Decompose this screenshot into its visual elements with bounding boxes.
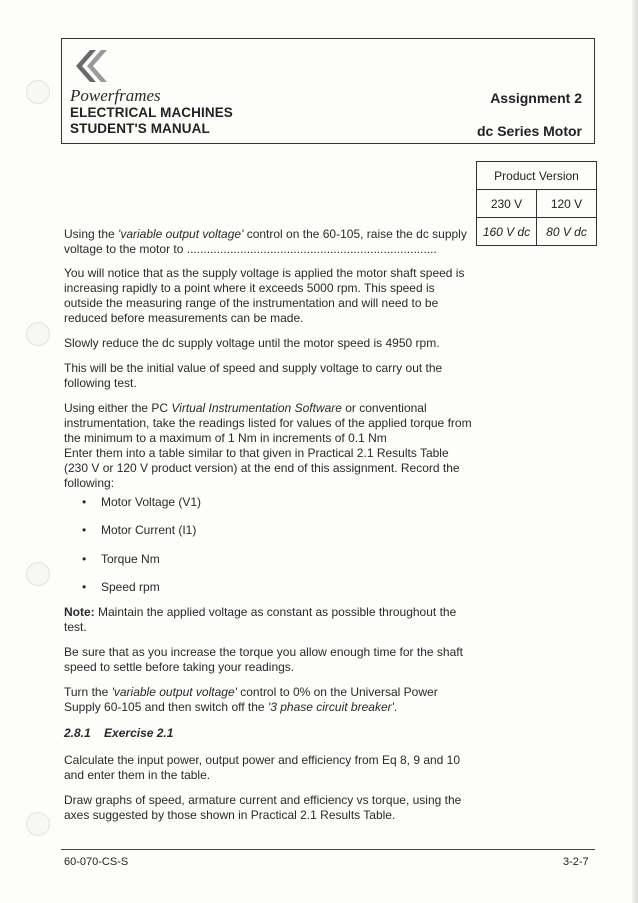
punch-hole — [26, 322, 50, 346]
product-version-table — [476, 161, 597, 246]
manual-title-line2: STUDENT'S MANUAL — [70, 121, 210, 136]
list-item: • Motor Current (I1) — [82, 523, 197, 537]
page-number: 3-2-7 — [563, 856, 589, 868]
note-paragraph: Note: Maintain the applied voltage as constant as possible throughout the test. — [64, 605, 457, 634]
list-item: • Speed rpm — [82, 580, 160, 594]
paragraph-speed-warning: You will notice that as the supply voltage is applied the motor shaft speed is increasing rapidly to a point where it exceeds 5000 rpm. This speed is outside the measuring range of the instrumentation and will need to be reduced before measurements can be made. — [64, 266, 465, 325]
footer-divider — [61, 849, 595, 850]
list-item: • Motor Voltage (V1) — [82, 495, 202, 509]
punch-hole — [26, 562, 50, 586]
page-edge — [632, 0, 638, 903]
list-item: • Torque Nm — [82, 552, 160, 566]
paragraph-initial-value: This will be the initial value of speed and supply voltage to carry out the following test. — [64, 361, 443, 390]
paragraph-calculate: Calculate the input power, output power and efficiency from Eq 8, 9 and 10 and enter them in the table. — [64, 753, 461, 782]
powerframes-logo-icon — [70, 48, 110, 84]
assignment-title: Assignment 2 — [490, 90, 582, 106]
punch-hole — [26, 80, 50, 104]
paragraph-settle-speed: Be sure that as you increase the torque you allow enough time for the shaft speed to settle before taking your readings. — [64, 645, 463, 674]
punch-hole — [26, 812, 50, 836]
brand-name: Powerframes — [70, 86, 161, 105]
assignment-subject: dc Series Motor — [476, 123, 582, 139]
product-version-header: Product Version — [477, 162, 597, 190]
voltage-120v-version: 80 V dc — [537, 218, 597, 246]
paragraph-raise-voltage: Using the 'variable output voltage' control on the 60-105, raise the dc supply voltage to the motor to ........................................................................... — [64, 227, 467, 256]
paragraph-reduce-voltage: Slowly reduce the dc supply voltage until the motor speed is 4950 rpm. — [64, 336, 440, 350]
version-120v: 120 V — [537, 190, 597, 218]
paragraph-take-readings: Using either the PC Virtual Instrumentation Software or conventional instrumentation, take the readings listed for values of the applied torque from the minimum to a maximum of 1 Nm in increments of 0.1 Nm Enter them into a table similar to that given in Practical 2.1 Results Table (230 V or 120 V product version) at the end of this assignment. Record the following: — [64, 401, 472, 490]
paragraph-switch-off: Turn the 'variable output voltage' control to 0% on the Universal Power Supply 60-105 and then switch off the '3 phase circuit breaker'. — [64, 685, 438, 714]
voltage-230v-version: 160 V dc — [477, 218, 537, 246]
manual-title-line1: ELECTRICAL MACHINES — [70, 105, 233, 120]
document-header — [61, 38, 595, 144]
version-230v: 230 V — [477, 190, 537, 218]
document-code: 60-070-CS-S — [64, 856, 129, 868]
exercise-heading: 2.8.1 Exercise 2.1 — [64, 726, 174, 740]
paragraph-draw-graphs: Draw graphs of speed, armature current and efficiency vs torque, using the axes suggested by those shown in Practical 2.1 Results Table. — [64, 793, 462, 822]
